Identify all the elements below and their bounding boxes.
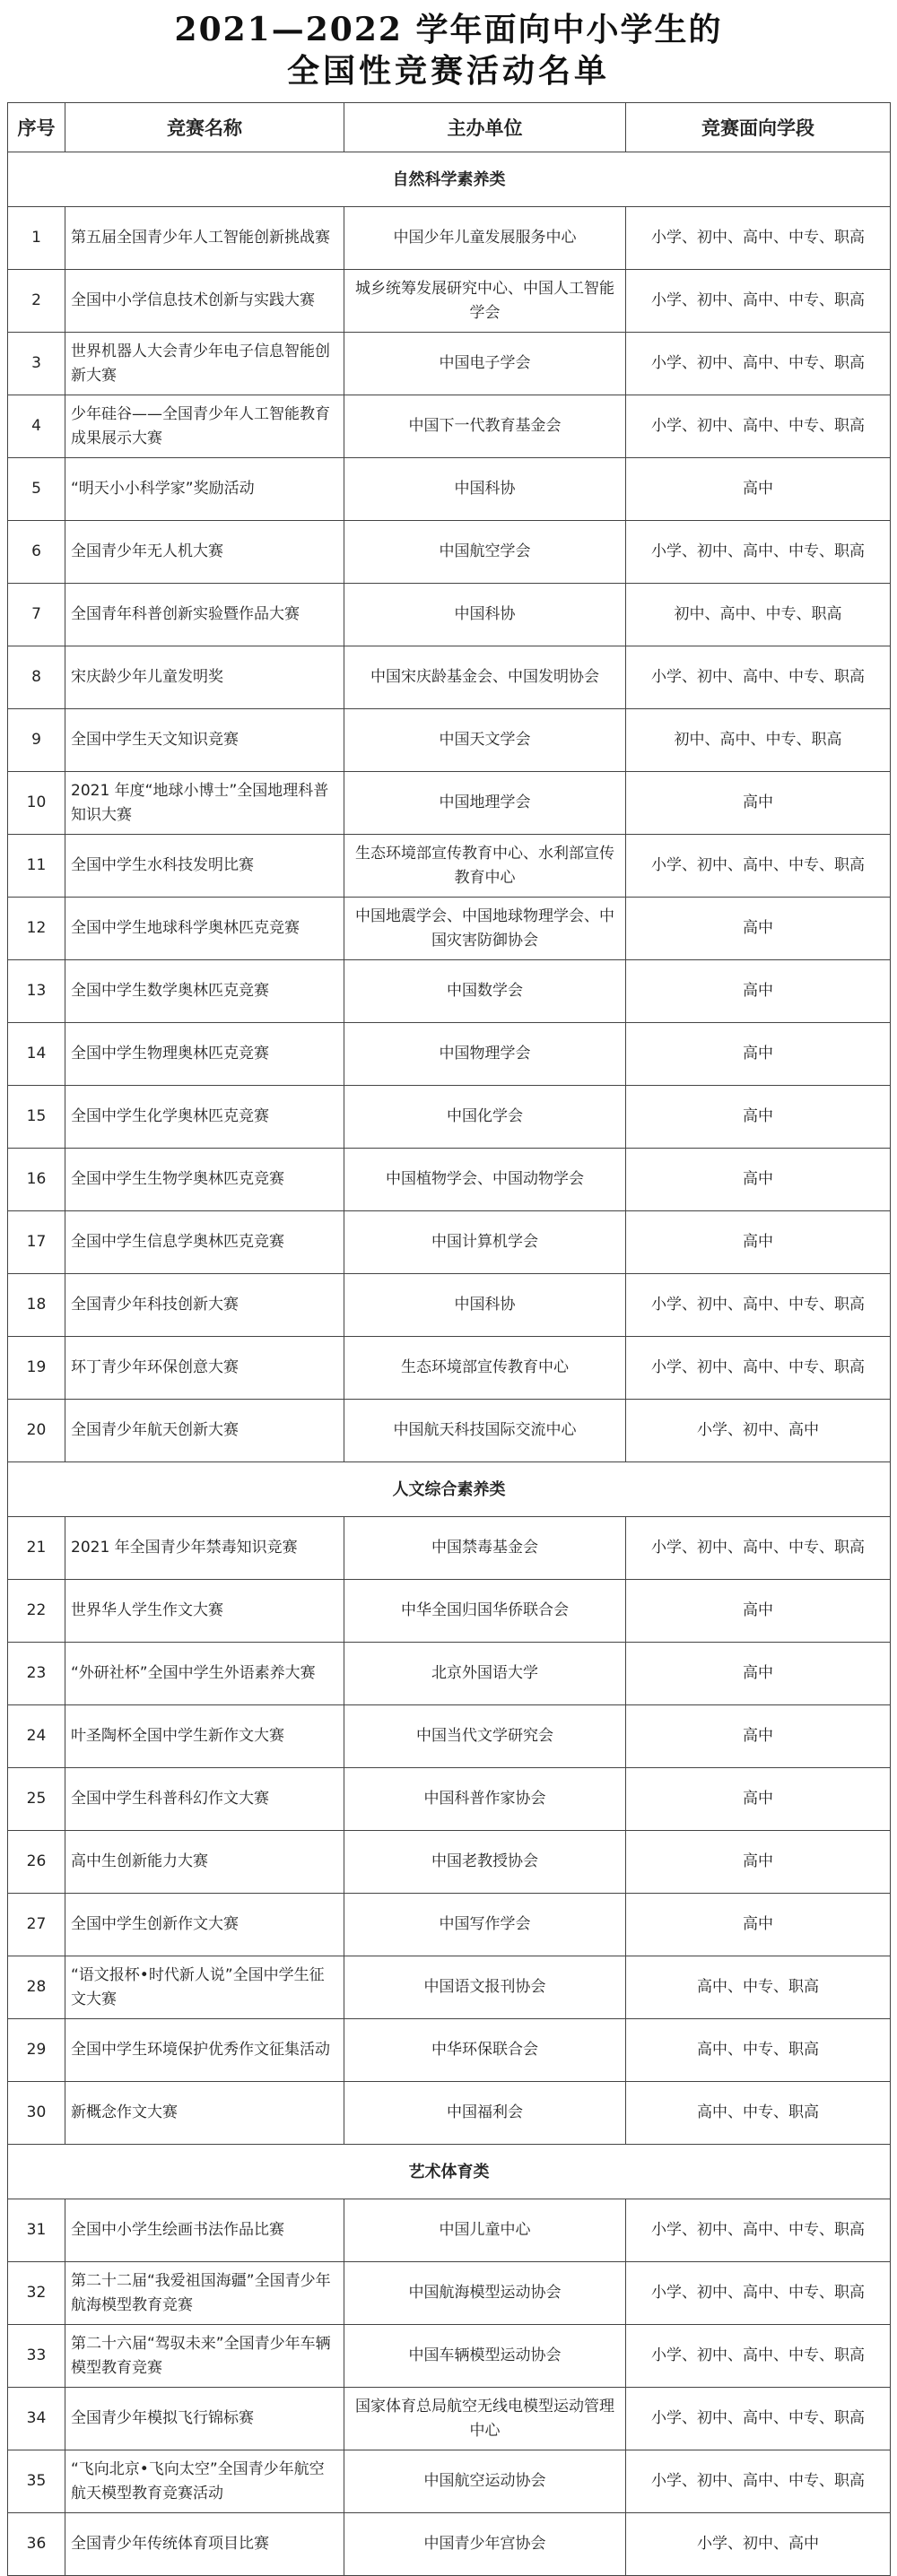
- cell-competition-name: 全国中学生创新作文大赛: [65, 1894, 344, 1956]
- cell-school-level: 小学、初中、高中、中专、职高: [626, 2199, 891, 2262]
- cell-organizer: 中国当代文学研究会: [344, 1705, 626, 1768]
- cell-number: 13: [8, 960, 65, 1023]
- cell-school-level: 小学、初中、高中、中专、职高: [626, 2325, 891, 2388]
- cell-number: 4: [8, 395, 65, 458]
- cell-school-level: 小学、初中、高中: [626, 2513, 891, 2576]
- cell-number: 21: [8, 1517, 65, 1580]
- table-row: [8, 1517, 891, 1580]
- cell-school-level: 小学、初中、高中、中专、职高: [626, 1274, 891, 1337]
- table-row: [8, 395, 891, 458]
- cell-organizer: 中国航空学会: [344, 521, 626, 584]
- cell-organizer: 中国化学会: [344, 1086, 626, 1149]
- cell-organizer: 中华全国归国华侨联合会: [344, 1580, 626, 1643]
- cell-competition-name: 全国中小学生绘画书法作品比赛: [65, 2199, 344, 2262]
- cell-school-level: 高中: [626, 1894, 891, 1956]
- cell-organizer: 中国数学会: [344, 960, 626, 1023]
- cell-school-level: 小学、初中、高中、中专、职高: [626, 835, 891, 898]
- cell-organizer: 中国植物学会、中国动物学会: [344, 1149, 626, 1211]
- cell-number: 8: [8, 646, 65, 709]
- cell-number: 25: [8, 1768, 65, 1831]
- cell-school-level: 小学、初中、高中、中专、职高: [626, 1517, 891, 1580]
- table-row: [8, 2325, 891, 2388]
- cell-organizer: 中国航天科技国际交流中心: [344, 1400, 626, 1462]
- cell-number: 19: [8, 1337, 65, 1400]
- cell-school-level: 高中: [626, 1023, 891, 1086]
- table-row: [8, 1831, 891, 1894]
- cell-competition-name: 少年硅谷——全国青少年人工智能教育成果展示大赛: [65, 395, 344, 458]
- cell-school-level: 高中: [626, 960, 891, 1023]
- cell-number: 1: [8, 207, 65, 270]
- cell-competition-name: 宋庆龄少年儿童发明奖: [65, 646, 344, 709]
- cell-competition-name: “外研社杯”全国中学生外语素养大赛: [65, 1643, 344, 1705]
- cell-organizer: 中国地震学会、中国地球物理学会、中国灾害防御协会: [344, 898, 626, 960]
- cell-organizer: 中国航海模型运动协会: [344, 2262, 626, 2325]
- cell-competition-name: 全国中小学信息技术创新与实践大赛: [65, 270, 344, 333]
- category-row: [8, 1462, 891, 1517]
- cell-competition-name: 全国中学生水科技发明比赛: [65, 835, 344, 898]
- cell-competition-name: 全国青少年无人机大赛: [65, 521, 344, 584]
- header-organizer: 主办单位: [344, 103, 626, 152]
- cell-organizer: 国家体育总局航空无线电模型运动管理中心: [344, 2388, 626, 2450]
- table-row: [8, 207, 891, 270]
- cell-school-level: 高中: [626, 1768, 891, 1831]
- header-school-level: 竞赛面向学段: [626, 103, 891, 152]
- table-row: [8, 1274, 891, 1337]
- cell-school-level: 高中: [626, 772, 891, 835]
- cell-organizer: 中国科协: [344, 584, 626, 646]
- table-row: [8, 1149, 891, 1211]
- cell-number: 9: [8, 709, 65, 772]
- table-row: [8, 1956, 891, 2019]
- table-row: [8, 2019, 891, 2082]
- cell-competition-name: 高中生创新能力大赛: [65, 1831, 344, 1894]
- cell-organizer: 中国科协: [344, 458, 626, 521]
- cell-competition-name: 全国中学生环境保护优秀作文征集活动: [65, 2019, 344, 2082]
- cell-number: 10: [8, 772, 65, 835]
- table-row: [8, 2388, 891, 2450]
- cell-school-level: 小学、初中、高中、中专、职高: [626, 646, 891, 709]
- cell-organizer: 中国下一代教育基金会: [344, 395, 626, 458]
- cell-number: 6: [8, 521, 65, 584]
- cell-school-level: 小学、初中、高中、中专、职高: [626, 2450, 891, 2513]
- cell-number: 34: [8, 2388, 65, 2450]
- table-row: [8, 772, 891, 835]
- table-row: [8, 1337, 891, 1400]
- cell-number: 7: [8, 584, 65, 646]
- table-row: [8, 521, 891, 584]
- cell-school-level: 小学、初中、高中、中专、职高: [626, 521, 891, 584]
- cell-school-level: 小学、初中、高中: [626, 1400, 891, 1462]
- cell-school-level: 高中: [626, 1580, 891, 1643]
- cell-school-level: 小学、初中、高中、中专、职高: [626, 207, 891, 270]
- table-row: [8, 2513, 891, 2576]
- cell-school-level: 高中、中专、职高: [626, 2082, 891, 2145]
- cell-school-level: 高中: [626, 1643, 891, 1705]
- cell-competition-name: 全国中学生物理奥林匹克竞赛: [65, 1023, 344, 1086]
- cell-number: 30: [8, 2082, 65, 2145]
- table-row: [8, 1211, 891, 1274]
- cell-number: 35: [8, 2450, 65, 2513]
- cell-number: 2: [8, 270, 65, 333]
- cell-competition-name: 世界华人学生作文大赛: [65, 1580, 344, 1643]
- cell-number: 22: [8, 1580, 65, 1643]
- table-row: [8, 2450, 891, 2513]
- cell-competition-name: 2021 年度“地球小博士”全国地理科普知识大赛: [65, 772, 344, 835]
- table-row: [8, 1705, 891, 1768]
- cell-organizer: 北京外国语大学: [344, 1643, 626, 1705]
- cell-competition-name: 第二十六届“驾驭未来”全国青少年车辆模型教育竞赛: [65, 2325, 344, 2388]
- cell-number: 26: [8, 1831, 65, 1894]
- table-row: [8, 458, 891, 521]
- cell-competition-name: 全国中学生信息学奥林匹克竞赛: [65, 1211, 344, 1274]
- cell-organizer: 城乡统筹发展研究中心、中国人工智能学会: [344, 270, 626, 333]
- cell-competition-name: 全国青少年模拟飞行锦标赛: [65, 2388, 344, 2450]
- cell-competition-name: 全国中学生天文知识竞赛: [65, 709, 344, 772]
- table-row: [8, 898, 891, 960]
- cell-number: 32: [8, 2262, 65, 2325]
- cell-organizer: 中国语文报刊协会: [344, 1956, 626, 2019]
- table-row: [8, 2082, 891, 2145]
- cell-number: 27: [8, 1894, 65, 1956]
- category-title: 人文综合素养类: [8, 1462, 891, 1517]
- cell-competition-name: 第二十二届“我爱祖国海疆”全国青少年航海模型教育竞赛: [65, 2262, 344, 2325]
- cell-number: 16: [8, 1149, 65, 1211]
- cell-school-level: 高中: [626, 1086, 891, 1149]
- cell-number: 11: [8, 835, 65, 898]
- cell-school-level: 高中: [626, 1211, 891, 1274]
- cell-organizer: 中国宋庆龄基金会、中国发明协会: [344, 646, 626, 709]
- cell-number: 5: [8, 458, 65, 521]
- title-line-2: 全国性竞赛活动名单: [286, 52, 610, 90]
- cell-organizer: 中国物理学会: [344, 1023, 626, 1086]
- cell-competition-name: 叶圣陶杯全国中学生新作文大赛: [65, 1705, 344, 1768]
- cell-number: 33: [8, 2325, 65, 2388]
- table-row: [8, 333, 891, 395]
- cell-number: 28: [8, 1956, 65, 2019]
- cell-organizer: 中国天文学会: [344, 709, 626, 772]
- table-row: [8, 1643, 891, 1705]
- cell-competition-name: 全国中学生地球科学奥林匹克竞赛: [65, 898, 344, 960]
- cell-school-level: 小学、初中、高中、中专、职高: [626, 395, 891, 458]
- cell-school-level: 小学、初中、高中、中专、职高: [626, 1337, 891, 1400]
- cell-number: 23: [8, 1643, 65, 1705]
- table-row: [8, 835, 891, 898]
- cell-number: 29: [8, 2019, 65, 2082]
- cell-school-level: 高中、中专、职高: [626, 2019, 891, 2082]
- table-row: [8, 584, 891, 646]
- category-title: 自然科学素养类: [8, 152, 891, 207]
- competition-table: [7, 102, 891, 2576]
- header-number: 序号: [8, 103, 65, 152]
- cell-school-level: 高中: [626, 1149, 891, 1211]
- cell-organizer: 中国航空运动协会: [344, 2450, 626, 2513]
- category-row: [8, 2145, 891, 2199]
- cell-organizer: 中国少年儿童发展服务中心: [344, 207, 626, 270]
- cell-competition-name: “明天小小科学家”奖励活动: [65, 458, 344, 521]
- table-row: [8, 1400, 891, 1462]
- table-row: [8, 1580, 891, 1643]
- cell-organizer: 中国禁毒基金会: [344, 1517, 626, 1580]
- header-competition-name: 竞赛名称: [65, 103, 344, 152]
- cell-organizer: 中国电子学会: [344, 333, 626, 395]
- cell-number: 20: [8, 1400, 65, 1462]
- cell-organizer: 生态环境部宣传教育中心: [344, 1337, 626, 1400]
- cell-organizer: 中国青少年宫协会: [344, 2513, 626, 2576]
- cell-school-level: 高中: [626, 1705, 891, 1768]
- cell-number: 17: [8, 1211, 65, 1274]
- page-title: [0, 0, 897, 102]
- table-row: [8, 270, 891, 333]
- table-row: [8, 960, 891, 1023]
- cell-school-level: 小学、初中、高中、中专、职高: [626, 333, 891, 395]
- table-row: [8, 2199, 891, 2262]
- table-row: [8, 1768, 891, 1831]
- cell-school-level: 高中: [626, 458, 891, 521]
- cell-organizer: 中国科普作家协会: [344, 1768, 626, 1831]
- cell-competition-name: “语文报杯•时代新人说”全国中学生征文大赛: [65, 1956, 344, 2019]
- table-row: [8, 1086, 891, 1149]
- cell-competition-name: 全国青少年传统体育项目比赛: [65, 2513, 344, 2576]
- cell-school-level: 高中、中专、职高: [626, 1956, 891, 2019]
- cell-number: 15: [8, 1086, 65, 1149]
- cell-organizer: 中国写作学会: [344, 1894, 626, 1956]
- cell-number: 18: [8, 1274, 65, 1337]
- cell-competition-name: 第五届全国青少年人工智能创新挑战赛: [65, 207, 344, 270]
- cell-school-level: 小学、初中、高中、中专、职高: [626, 2262, 891, 2325]
- cell-competition-name: 全国青年科普创新实验暨作品大赛: [65, 584, 344, 646]
- cell-number: 36: [8, 2513, 65, 2576]
- cell-number: 3: [8, 333, 65, 395]
- cell-competition-name: 环丁青少年环保创意大赛: [65, 1337, 344, 1400]
- cell-organizer: 中国老教授协会: [344, 1831, 626, 1894]
- cell-organizer: 中国福利会: [344, 2082, 626, 2145]
- cell-organizer: 中国计算机学会: [344, 1211, 626, 1274]
- cell-competition-name: 全国中学生数学奥林匹克竞赛: [65, 960, 344, 1023]
- cell-competition-name: 全国青少年航天创新大赛: [65, 1400, 344, 1462]
- cell-organizer: 中国地理学会: [344, 772, 626, 835]
- category-row: [8, 152, 891, 207]
- cell-school-level: 高中: [626, 898, 891, 960]
- cell-school-level: 高中: [626, 1831, 891, 1894]
- title-line-1: 2021—2022 学年面向中小学生的: [174, 11, 723, 48]
- table-row: [8, 709, 891, 772]
- cell-organizer: 中华环保联合会: [344, 2019, 626, 2082]
- table-row: [8, 1894, 891, 1956]
- cell-competition-name: 世界机器人大会青少年电子信息智能创新大赛: [65, 333, 344, 395]
- table-row: [8, 646, 891, 709]
- cell-competition-name: 全国中学生科普科幻作文大赛: [65, 1768, 344, 1831]
- table-row: [8, 1023, 891, 1086]
- cell-organizer: 中国科协: [344, 1274, 626, 1337]
- table-row: [8, 2262, 891, 2325]
- cell-number: 14: [8, 1023, 65, 1086]
- cell-competition-name: 新概念作文大赛: [65, 2082, 344, 2145]
- cell-organizer: 中国车辆模型运动协会: [344, 2325, 626, 2388]
- cell-organizer: 生态环境部宣传教育中心、水利部宣传教育中心: [344, 835, 626, 898]
- cell-school-level: 小学、初中、高中、中专、职高: [626, 270, 891, 333]
- cell-competition-name: 全国中学生生物学奥林匹克竞赛: [65, 1149, 344, 1211]
- cell-competition-name: 全国青少年科技创新大赛: [65, 1274, 344, 1337]
- cell-number: 24: [8, 1705, 65, 1768]
- cell-school-level: 小学、初中、高中、中专、职高: [626, 2388, 891, 2450]
- cell-school-level: 初中、高中、中专、职高: [626, 584, 891, 646]
- cell-competition-name: 全国中学生化学奥林匹克竞赛: [65, 1086, 344, 1149]
- cell-school-level: 初中、高中、中专、职高: [626, 709, 891, 772]
- cell-competition-name: “飞向北京•飞向太空”全国青少年航空航天模型教育竞赛活动: [65, 2450, 344, 2513]
- cell-competition-name: 2021 年全国青少年禁毒知识竞赛: [65, 1517, 344, 1580]
- cell-organizer: 中国儿童中心: [344, 2199, 626, 2262]
- category-title: 艺术体育类: [8, 2145, 891, 2199]
- cell-number: 31: [8, 2199, 65, 2262]
- table-header-row: [8, 103, 891, 152]
- cell-number: 12: [8, 898, 65, 960]
- table-body: [8, 152, 891, 2576]
